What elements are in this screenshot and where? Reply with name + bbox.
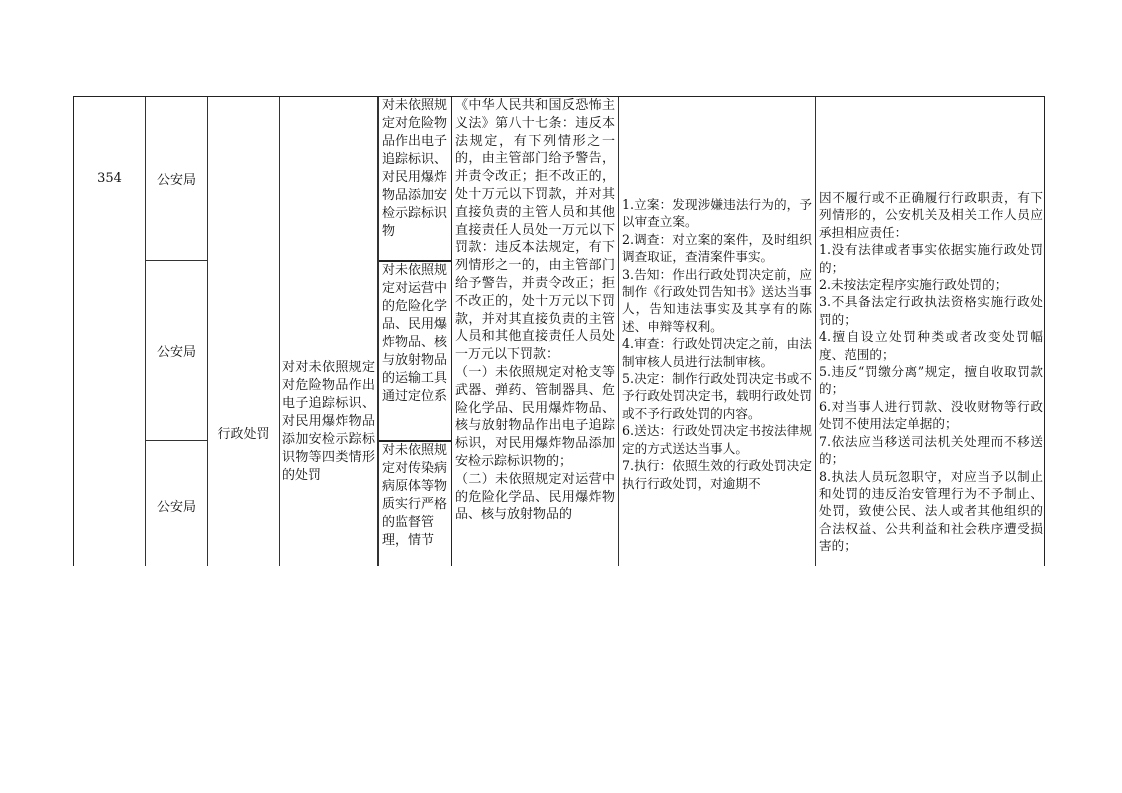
- department-cell: [146, 440, 207, 566]
- category-column: [208, 97, 280, 566]
- permission-table: [73, 96, 1045, 566]
- power-name-column: [280, 97, 378, 566]
- responsibility-item: 8.执法人员玩忽职守，对应当予以制止和处罚的违反治安管理行为不予制止、处罚，致使公民、法人或者其他组织的合法权益、公共利益和社会秩序遭受损害的；: [819, 468, 1043, 554]
- department-name: 公安局: [156, 173, 196, 188]
- category-label: 行政处罚: [217, 427, 270, 442]
- serial-number: 354: [97, 171, 122, 186]
- sub-item-text: 对未依照规定对运营中的危险化学品、民用爆炸物品、核与放射物品的运输工具通过定位系: [382, 263, 448, 404]
- responsibility-item: 2.未按法定程序实施行政处罚的；: [819, 277, 1008, 293]
- serial-cell: [74, 97, 145, 260]
- process-step: 6.送达：行政处罚决定书按法律规定的方式送达当事人。: [622, 423, 812, 456]
- department-cell: [146, 97, 207, 260]
- process-step: 1.立案：发现涉嫌违法行为的，予以审查立案。: [622, 197, 812, 230]
- process-step: 4.审查：行政处罚决定之前，由法制审核人员进行法制审核。: [622, 336, 812, 369]
- responsibility-column: [816, 97, 1045, 566]
- legal-basis-paragraph: 《中华人民共和国反恐怖主义法》第八十七条：违反本法规定，有下列情形之一的，由主管部门给予警告，并责令改正；拒不改正的，处十万元以下罚款，并对其直接负责的主管人员和其他直接责任人员处一万元以下罚款：违反本法规定，有下列情形之一的，由主管部门给予警告，并责令改正；拒不改正的，处十万元以下罚款，并对其直接负责的主管人员和其他直接责任人员处一万元以下罚款：: [455, 98, 615, 363]
- process-step: 7.执行：依照生效的行政处罚决定执行行政处罚，对逾期不: [622, 458, 812, 491]
- process-text: [619, 97, 815, 492]
- serial-cell: [74, 440, 145, 566]
- process-step: 5.决定：制作行政处罚决定书或不予行政处罚决定书，载明行政处罚或不予行政处罚的内容。: [622, 371, 812, 421]
- sub-item-cell: [379, 97, 451, 260]
- sub-item-text: 对未依照规定对传染病病原体等物质实行严格的监督管理，情节: [382, 443, 448, 548]
- category-cell: [208, 97, 279, 566]
- legal-basis-column: [452, 97, 619, 566]
- power-name-cell: [280, 97, 377, 566]
- responsibility-item: 7.依法应当移送司法机关处理而不移送的；: [819, 433, 1043, 467]
- sub-item-text: 对未依照规定对危险物品作出电子追踪标识、对民用爆炸物品添加安检示踪标识物: [382, 98, 448, 239]
- serial-column: [74, 97, 146, 566]
- legal-basis-paragraph: （一）未依照规定对枪支等武器、弹药、管制器具、危险化学品、民用爆炸物品、核与放射物品作出电子追踪标识，对民用爆炸物品添加安检示踪标识物的；: [455, 364, 615, 469]
- responsibility-item: 因不履行或不正确履行行政职责，有下列情形的，公安机关及相关工作人员应承担相应责任：: [819, 190, 1043, 240]
- sub-item-column: [378, 97, 452, 566]
- legal-basis-text: [452, 97, 618, 524]
- serial-cell: [74, 260, 145, 440]
- responsibility-item: 5.违反“罚缴分离”规定，擅自收取罚款的；: [819, 364, 1043, 397]
- department-cell: [146, 260, 207, 440]
- responsibility-item: 4.擅自设立处罚种类或者改变处罚幅度、范围的；: [819, 329, 1043, 362]
- responsibility-item: 6.对当事人进行罚款、没收财物等行政处罚不使用法定单据的；: [819, 398, 1043, 432]
- responsibility-item: 1.没有法律或者事实依据实施行政处罚的；: [819, 242, 1043, 275]
- sub-item-cell: [379, 262, 451, 440]
- power-name-text: 对对未依照规定对危险物品作出电子追踪标识、对民用爆炸物品添加安检示踪标识物等四类情形的处罚: [282, 360, 375, 483]
- process-step: 3.告知：作出行政处罚决定前，应制作《行政处罚告知书》送达当事人，告知违法事实及其享有的陈述、申辩等权利。: [622, 266, 812, 334]
- department-name: 公安局: [156, 344, 196, 360]
- department-name: 公安局: [156, 499, 196, 515]
- sub-item-cell: [379, 442, 451, 566]
- department-column: [146, 97, 208, 566]
- responsibility-text: [816, 97, 1045, 555]
- process-column: [619, 97, 816, 566]
- legal-basis-paragraph: （二）未依照规定对运营中的危险化学品、民用爆炸物品、核与放射物品的: [455, 471, 615, 523]
- process-step: 2.调查：对立案的案件，及时组织调查取证，查清案件事实。: [622, 231, 812, 265]
- responsibility-item: 3.不具备法定行政执法资格实施行政处罚的；: [819, 294, 1043, 327]
